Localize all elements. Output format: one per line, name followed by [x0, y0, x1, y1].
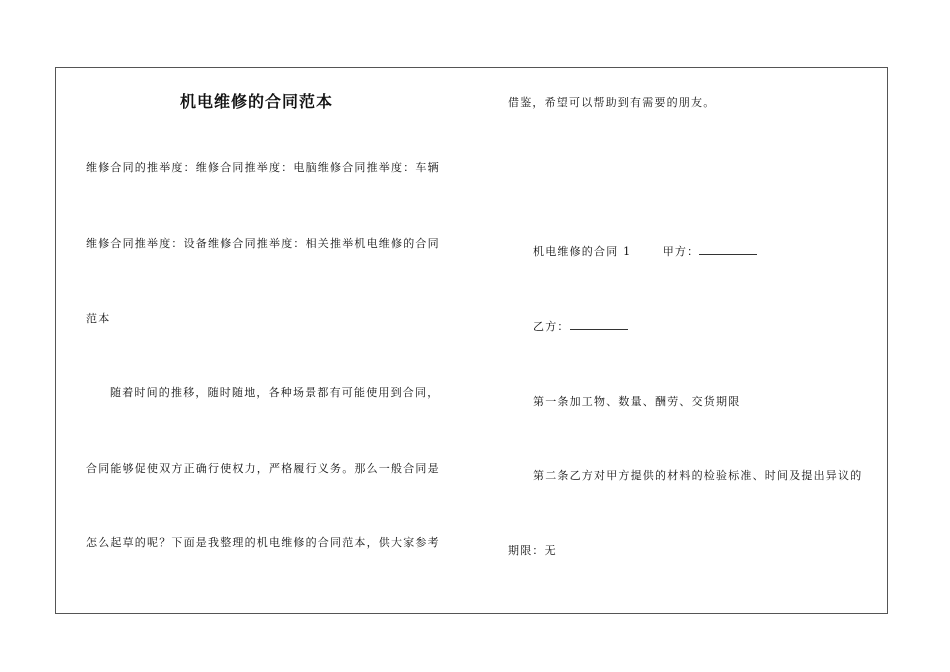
paragraph-line-6: 怎么起草的呢？下面是我整理的机电维修的合同范本，供大家参考 [86, 536, 440, 549]
paragraph-line-4: 随着时间的推移，随时随地，各种场景都有可能使用到合同， [110, 386, 440, 399]
party-b-label: 乙方： [533, 320, 570, 333]
contract-heading: 机电维修的合同 1 [533, 245, 632, 258]
contract-heading-line [533, 243, 757, 259]
paragraph-line-3: 范本 [86, 312, 111, 325]
party-a-label: 甲方： [662, 245, 700, 258]
intro-continuation: 借鉴，希望可以帮助到有需要的朋友。 [508, 96, 716, 109]
paragraph-line-1: 维修合同的推举度：维修合同推举度：电脑维修合同推举度：车辆 [86, 161, 440, 174]
paragraph-line-5: 合同能够促使双方正确行使权力，严格履行义务。那么一般合同是 [86, 462, 440, 475]
article-2-continuation: 期限：无 [508, 544, 557, 557]
page-frame [55, 67, 888, 614]
paragraph-line-2: 维修合同推举度：设备维修合同推举度：相关推举机电维修的合同 [86, 237, 440, 250]
party-b-blank [570, 320, 628, 330]
article-1: 第一条加工物、数量、酬劳、交货期限 [533, 395, 741, 408]
article-2: 第二条乙方对甲方提供的材料的检验标准、时间及提出异议的 [533, 469, 863, 482]
document-title: 机电维修的合同范本 [180, 92, 334, 111]
party-b-line [533, 318, 628, 334]
party-a-blank [699, 245, 757, 255]
